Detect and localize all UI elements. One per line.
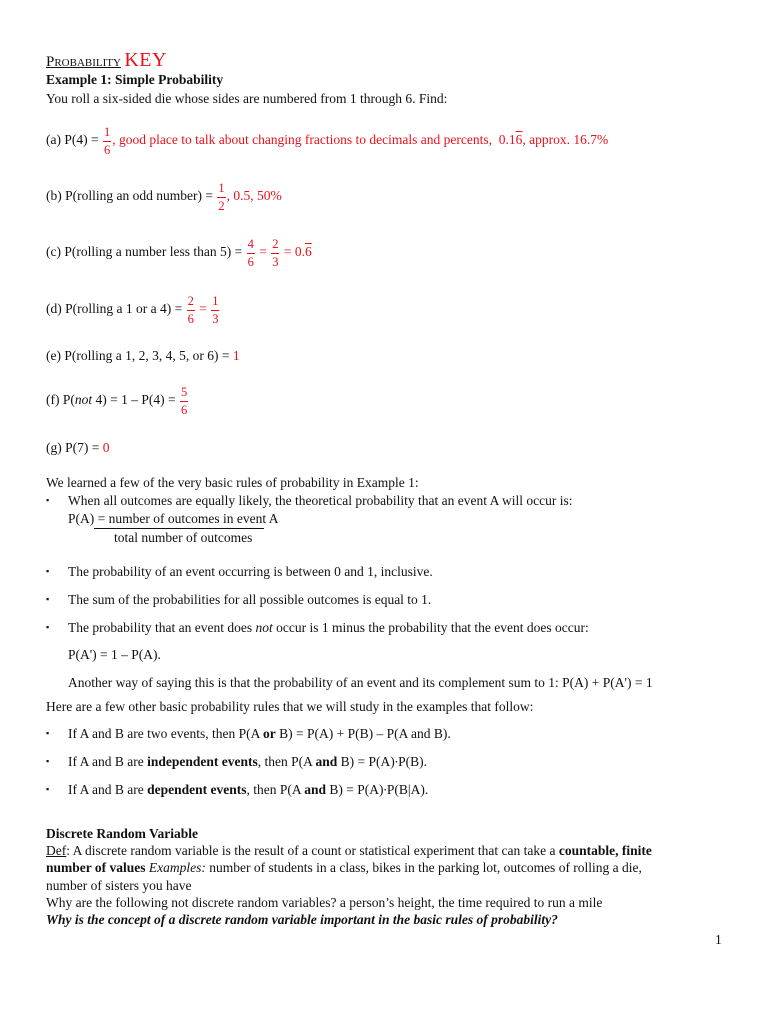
fraction-denominator: 6 [187, 311, 194, 326]
bullet-icon: ▪ [46, 594, 50, 604]
bullet-icon: ▪ [46, 622, 50, 632]
part-a-label: (a) P(4) = [46, 132, 102, 148]
part-g-answer: 0 [102, 440, 110, 455]
bullet-icon: ▪ [46, 756, 50, 766]
other-rule-3-post: B) = P(A)∙P(B|A). [326, 782, 429, 797]
part-a-comment: , good place to talk about changing fractions to decimals and percents, [112, 132, 492, 148]
part-d [46, 295, 220, 325]
part-a [46, 126, 608, 156]
answer-key-label: KEY [124, 49, 167, 71]
fraction-numerator: 2 [271, 238, 279, 254]
repeating-digit: 6 [515, 132, 523, 148]
part-a-approx: , approx. 16.7% [522, 132, 609, 148]
rule-1-formula-denominator [94, 528, 264, 546]
rule-1-formula [68, 511, 278, 527]
part-c-fraction-1 [247, 238, 255, 268]
rule-2: The probability of an event occurring is between 0 and 1, inclusive. [68, 564, 433, 579]
part-a-decimal [499, 132, 523, 147]
bullet-icon: ▪ [46, 566, 50, 576]
other-rule-3-pre: If A and B are [68, 782, 148, 797]
drv-examples-line-2: number of sisters you have [46, 878, 192, 893]
fraction-numerator: 5 [180, 386, 188, 402]
def-label: Def [46, 843, 67, 858]
part-d-fraction-2 [211, 295, 219, 325]
part-e-answer: 1 [232, 348, 240, 363]
other-rule-2-and: and [315, 754, 338, 769]
examples-text: number of students in a class, bikes in the parking lot, outcomes of rolling a die, [205, 860, 642, 875]
part-c-fraction-2 [271, 238, 279, 268]
part-a-fraction [103, 126, 111, 156]
rule-1: When all outcomes are equally likely, the theoretical probability that an event A will occur is: [68, 493, 573, 508]
rule-4-post: occur is 1 minus the probability that the event does occur: [272, 620, 589, 635]
repeating-digit: 6 [304, 244, 312, 260]
fraction-numerator: 4 [247, 238, 255, 254]
fraction-denominator: 6 [103, 142, 111, 157]
fraction-denominator: 3 [272, 254, 279, 269]
part-c-decimal: = 0. [283, 244, 305, 260]
part-f-label-pre: (f) P( [46, 392, 75, 408]
examples-label: Examples: [145, 860, 206, 875]
other-rule-1 [68, 726, 451, 742]
fraction-numerator: 1 [217, 182, 225, 198]
other-rule-2-mid: , then P(A [257, 754, 316, 769]
equals-sign: = [259, 244, 267, 260]
fraction-denominator: 6 [181, 402, 188, 417]
fraction-denominator: 6 [247, 254, 254, 269]
part-g-label: (g) P(7) = [46, 440, 103, 455]
rules-intro: We learned a few of the very basic rules of probability in Example 1: [46, 475, 419, 490]
part-d-label: (d) P(rolling a 1 or a 4) = [46, 301, 186, 317]
other-rule-3-mid: , then P(A [246, 782, 305, 797]
other-rule-3 [68, 782, 428, 798]
formula-numerator: number of outcomes in event A [108, 511, 279, 526]
example-1-intro: You roll a six-sided die whose sides are numbered from 1 through 6. Find: [46, 91, 448, 106]
fraction-numerator: 2 [187, 295, 195, 311]
bullet-icon: ▪ [46, 728, 50, 738]
part-f-fraction [180, 386, 188, 416]
other-rule-3-and: and [304, 782, 327, 797]
part-f [46, 386, 189, 416]
dependent-events-term: dependent events [147, 782, 247, 797]
decimal-int: 0.1 [498, 132, 516, 148]
rule-4 [68, 620, 589, 636]
rule-4-formula: P(A') = 1 – P(A). [68, 647, 161, 662]
fraction-numerator: 1 [103, 126, 111, 142]
other-rule-1-post: B) = P(A) + P(B) – P(A and B). [275, 726, 451, 741]
part-b-fraction [217, 182, 225, 212]
drv-definition [46, 843, 652, 859]
part-f-not: not [74, 392, 93, 408]
part-f-label-post: 4) = 1 – P(4) = [92, 392, 179, 408]
def-text: : A discrete random variable is the result of a count or statistical experiment that can take a [66, 843, 559, 858]
part-e [46, 348, 240, 364]
part-e-label: (e) P(rolling a 1, 2, 3, 4, 5, or 6) = [46, 348, 233, 363]
def-countable-finite: countable, finite [558, 843, 652, 858]
document-header [46, 49, 167, 72]
other-rule-2 [68, 754, 427, 770]
fraction-numerator: 1 [211, 295, 219, 311]
part-b [46, 182, 282, 212]
part-c [46, 238, 312, 268]
other-rule-1-pre: If A and B are two events, then P(A [68, 726, 263, 741]
bullet-icon: ▪ [46, 495, 50, 505]
page-number: 1 [715, 932, 722, 947]
fraction-denominator: 3 [212, 311, 219, 326]
example-1-heading: Example 1: Simple Probability [46, 72, 224, 87]
drv-question: Why is the concept of a discrete random variable important in the basic rules of probability? [46, 912, 558, 927]
other-rules-intro: Here are a few other basic probability rules that we will study in the examples that follow: [46, 699, 534, 714]
part-c-label: (c) P(rolling a number less than 5) = [46, 244, 246, 260]
rule-4-pre: The probability that an event does [68, 620, 256, 635]
part-b-rest: , 0.5, 50% [226, 188, 282, 204]
fraction-denominator: 2 [218, 198, 225, 213]
rule-3: The sum of the probabilities for all possible outcomes is equal to 1. [68, 592, 432, 607]
formula-lhs: P(A) = [68, 511, 109, 526]
rule-4-note: Another way of saying this is that the probability of an event and its complement sum to 1: P(A) + P(A') = 1 [68, 675, 653, 690]
drv-heading: Discrete Random Variable [46, 826, 198, 841]
equals-sign: = [199, 301, 207, 317]
part-d-fraction-1 [187, 295, 195, 325]
bullet-icon: ▪ [46, 784, 50, 794]
part-b-label: (b) P(rolling an odd number) = [46, 188, 217, 204]
rule-4-not: not [255, 620, 273, 635]
other-rule-1-or: or [262, 726, 276, 741]
independent-events-term: independent events [147, 754, 258, 769]
def-number-of-values: number of values [46, 860, 146, 875]
formula-denominator: total number of outcomes [94, 528, 264, 546]
drv-definition-line-2 [46, 860, 642, 876]
other-rule-2-pre: If A and B are [68, 754, 148, 769]
drv-why-not: Why are the following not discrete random variables? a person’s height, the time required to run a mile [46, 895, 603, 910]
part-g [46, 440, 109, 456]
page-title: Probability [46, 54, 121, 70]
other-rule-2-post: B) = P(A)∙P(B). [337, 754, 428, 769]
